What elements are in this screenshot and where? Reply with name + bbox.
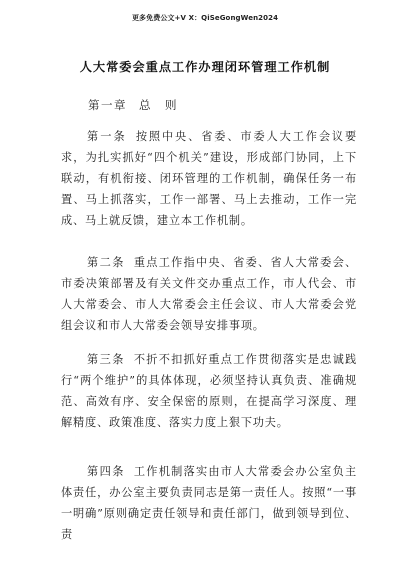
- article-label: 第三条: [87, 353, 125, 366]
- article-text: 工作机制落实由市人大常委会办公室负主体责任，办公室主要负责同志是第一责任人。按照“一事一明确”原则确定责任领导和责任部门，做到领导到位、责: [61, 465, 357, 541]
- chapter-name: 总 则: [139, 98, 178, 112]
- chapter-number: 第一章: [88, 98, 127, 112]
- header-note: 更多免费公文+V X：QiSeGongWen2024: [131, 14, 279, 22]
- article-label: 第二条: [87, 256, 125, 269]
- article-label: 第一条: [87, 130, 127, 143]
- article-4: [61, 461, 357, 545]
- article-2: [61, 252, 357, 336]
- chapter-heading: [88, 97, 178, 113]
- document-title: 人大常委会重点工作办理闭环管理工作机制: [79, 60, 331, 74]
- article-3: [61, 349, 357, 433]
- article-label: 第四条: [87, 465, 125, 478]
- article-text: 重点工作指中央、省委、省人大常委会、市委决策部署及有关文件交办重点工作，市人代会、市人大常委会、市人大常委会主任会议、市人大常委会党组会议和市人大常委会领导安排事项。: [61, 256, 357, 332]
- article-text: 不折不扣抓好重点工作贯彻落实是忠诚践行“两个维护”的具体体现，必须坚持认真负责、准确规范、高效有序、安全保密的原则，在提高学习深度、理解精度、政策准度、落实力度上狠下功夫。: [61, 353, 357, 429]
- article-text: 按照中央、省委、市委人大工作会议要求，为扎实抓好“四个机关”建设，形成部门协同，上下联动，有机衔接、闭环管理的工作机制，确保任务一布置、马上抓落实，工作一部署、马上去推动，工作一完成、马上就反馈，建立本工作机制。: [61, 130, 357, 227]
- article-1: [61, 126, 357, 231]
